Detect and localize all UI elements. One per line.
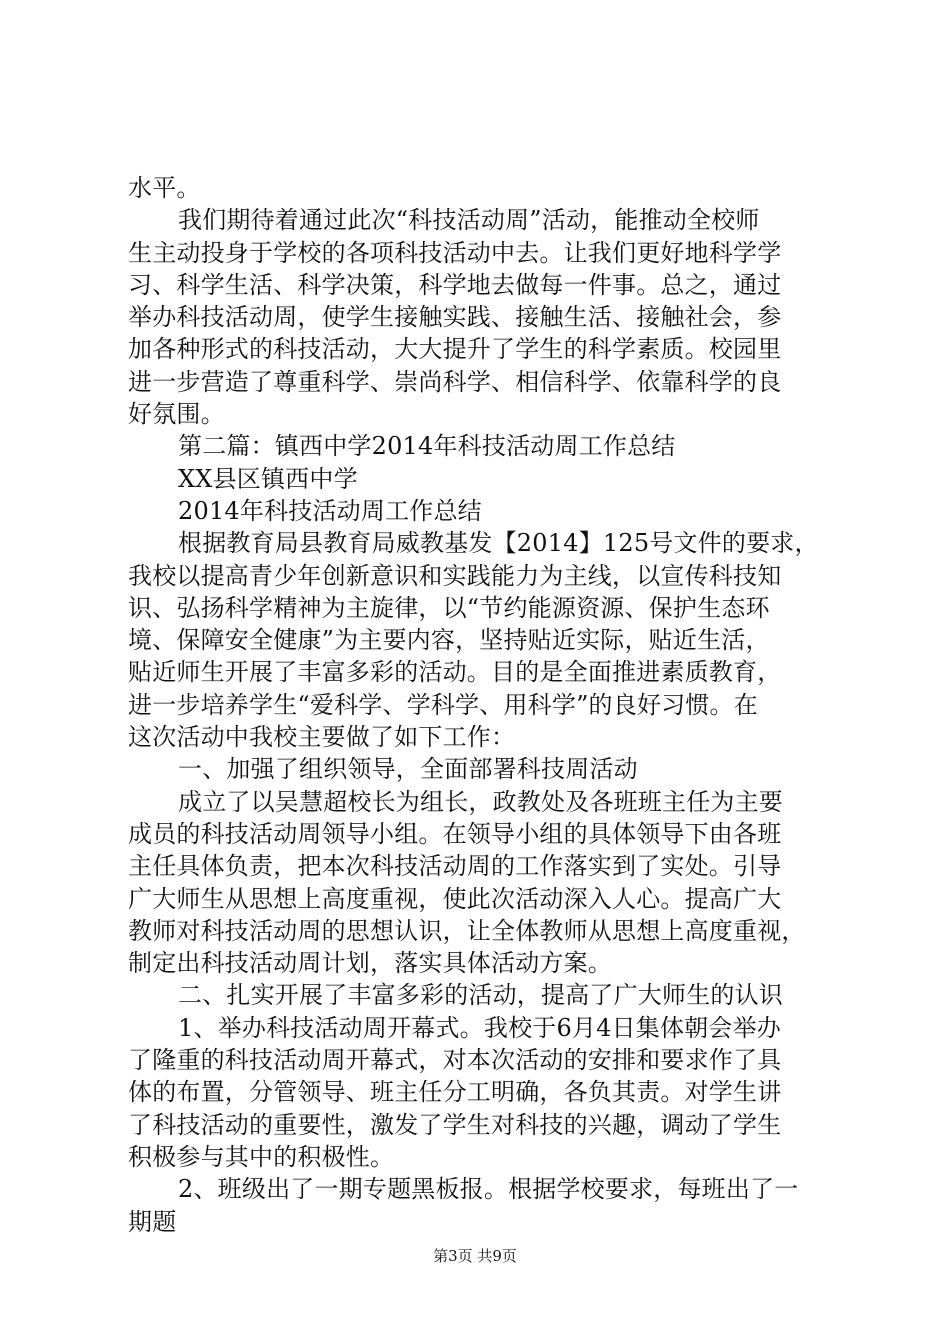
document-body bbox=[128, 172, 844, 1238]
text-line: 了隆重的科技活动周开幕式，对本次活动的安排和要求作了具 bbox=[128, 1046, 782, 1075]
text-line: 了科技活动的重要性，激发了学生对科技的兴趣，调动了学生 bbox=[128, 1110, 782, 1139]
text-line: 这次活动中我校主要做了如下工作： bbox=[128, 723, 516, 752]
text-line: 加各种形式的科技活动，大大提升了学生的科学素质。校园里 bbox=[128, 335, 782, 364]
text-line: 境、保障安全健康”为主要内容，坚持贴近实际，贴近生活， bbox=[128, 626, 770, 655]
text-line: 教师对科技活动周的思想认识，让全体教师从思想上高度重视， bbox=[128, 916, 806, 945]
page-number-footer: 第3页 共9页 bbox=[433, 1247, 517, 1265]
text-line: XX县区镇西中学 bbox=[178, 464, 358, 493]
text-line: 我校以提高青少年创新意识和实践能力为主线，以宣传科技知 bbox=[128, 561, 782, 590]
text-line: 识、弘扬科学精神为主旋律，以“节约能源资源、保护生态环 bbox=[128, 593, 770, 622]
text-line: 习、科学生活、科学决策，科学地去做每一件事。总之，通过 bbox=[128, 270, 782, 299]
text-line: 我们期待着通过此次“科技活动周”活动，能推动全校师 bbox=[178, 206, 760, 235]
text-line: 成员的科技活动周领导小组。在领导小组的具体领导下由各班 bbox=[128, 819, 782, 848]
text-line: 生主动投身于学校的各项科技活动中去。让我们更好地科学学 bbox=[128, 238, 782, 267]
text-line: 进一步营造了尊重科学、崇尚科学、相信科学、依靠科学的良 bbox=[128, 367, 782, 396]
text-line: 水平。 bbox=[128, 174, 201, 202]
text-line: 贴近师生开展了丰富多彩的活动。目的是全面推进素质教育， bbox=[128, 658, 782, 687]
text-line: 积极参与其中的积极性。 bbox=[128, 1142, 395, 1171]
text-line: 成立了以吴慧超校长为组长，政教处及各班班主任为主要 bbox=[178, 787, 783, 816]
text-line: 期题 bbox=[128, 1207, 177, 1236]
text-line: 广大师生从思想上高度重视，使此次活动深入人心。提高广大 bbox=[128, 884, 782, 913]
section-heading: 二、扎实开展了丰富多彩的活动，提高了广大师生的认识 bbox=[178, 981, 783, 1010]
text-line: 好氛围。 bbox=[128, 400, 225, 429]
section-heading: 第二篇：镇西中学2014年科技活动周工作总结 bbox=[178, 432, 676, 461]
text-line: 根据教育局县教育局威教基发【2014】125号文件的要求， bbox=[178, 529, 819, 558]
text-line: 2、班级出了一期专题黑板报。根据学校要求，每班出了一 bbox=[178, 1175, 799, 1204]
text-line: 举办科技活动周，使学生接触实践、接触生活、接触社会，参 bbox=[128, 303, 782, 332]
text-line: 体的布置，分管领导、班主任分工明确，各负其责。对学生讲 bbox=[128, 1078, 782, 1107]
text-line: 制定出科技活动周计划，落实具体活动方案。 bbox=[128, 949, 612, 978]
text-line: 进一步培养学生“爱科学、学科学、用科学”的良好习惯。在 bbox=[128, 690, 758, 719]
text-line: 1、举办科技活动周开幕式。我校于6月4日集体朝会举办 bbox=[178, 1013, 782, 1042]
section-heading: 一、加强了组织领导，全面部署科技周活动 bbox=[178, 755, 638, 784]
text-line: 主任具体负责，把本次科技活动周的工作落实到了实处。引导 bbox=[128, 852, 782, 881]
text-line: 2014年科技活动周工作总结 bbox=[178, 496, 482, 525]
